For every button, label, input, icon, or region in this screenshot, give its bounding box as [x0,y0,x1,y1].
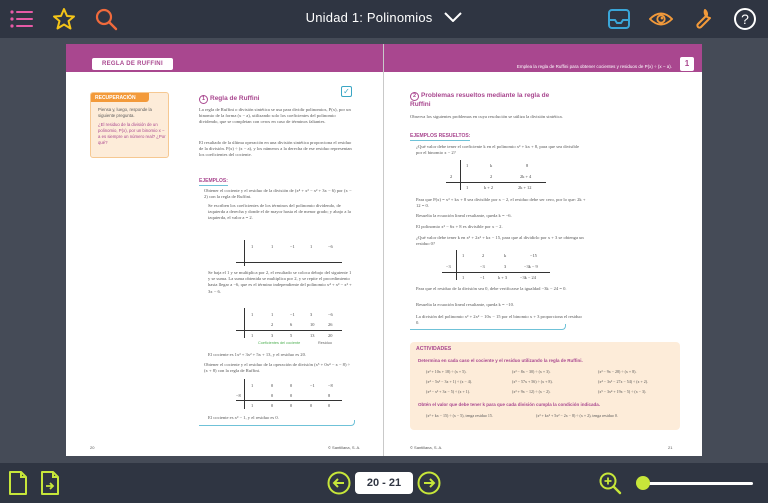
section-number: 1 [199,95,208,104]
recuperacion-prompt: Piensa y, luego, responde la siguiente pregunta. [98,107,152,118]
coef: 26 [328,322,333,327]
recuperacion-box [90,92,169,158]
coef: 1 [251,383,254,388]
example-2-result: El cociente es x³ − 1, y el residuo es 0. [208,415,279,420]
accent-line [199,420,355,426]
document-export-icon[interactable] [38,471,62,495]
coef: −3 [446,264,451,269]
coef: k + 3 [498,275,508,280]
coef: 2 [482,253,485,258]
activity-question-2: Obtén el valor que debe tener k para que cada división cumpla la condición indicada. [418,402,601,407]
coef: 2 [271,322,274,327]
divider-line [244,308,245,338]
section-number: 2 [410,92,419,101]
activity-item[interactable]: (x⁵ − 57x + 56) ÷ (x + 8). [512,379,553,384]
footer-copyright: © Santillana, S. A. [410,445,443,450]
activity-item[interactable]: (x³ + 9x − 12) ÷ (x − 2). [512,389,551,394]
coef: −1 [310,383,315,388]
coef: −8 [328,383,333,388]
book-viewer [0,38,768,463]
coef: 0 [290,403,293,408]
divider-line [460,160,461,190]
coef: 8 [328,393,331,398]
problem-1-step: El polinomio x³ − 6x + 8 es divisible por x − 2. [416,224,503,229]
coef: 2 [450,174,453,179]
activity-item[interactable]: (x³ + kx² + 5x² − 2x − 8) ÷ (x + 2), tenga residuo 0. [536,413,618,418]
help-icon[interactable] [733,7,757,31]
page-number: 21 [668,445,673,450]
coef: 1 [271,244,274,249]
divider-line [244,379,245,409]
example-1-explanation: Se baja el 1 y se multiplica por 2, el resultado se coloca debajo del siguiente 1 y se suma. La suma obtenida se multiplica por 2, y se repite el procedimiento hasta llegar a −6, que es el término independiente del polinomio x⁴ + x³ − x² + 3x − 6. [208,270,352,294]
coef: 1 [251,333,254,338]
coef: 1 [462,253,465,258]
examples-heading: EJEMPLOS RESUELTOS: [410,133,471,139]
recuperacion-heading: RECUPERACIÓN [91,93,149,102]
coef: 1 [310,244,313,249]
coef: 2k + 4 [520,174,532,179]
section-2-heading [410,92,570,108]
caption: Residuo [318,341,332,345]
problem-1-step: Para que P(x) = x³ + kx + 8 sea divisible por x − 2, el residuo debe ser cero, por lo que: 2k + 12 = 0. [416,197,586,209]
bottom-toolbar [0,463,768,503]
right-page [384,44,702,456]
footer-copyright: © Santillana, S. A. [328,445,361,450]
coef: −3 [480,264,485,269]
recuperacion-question: ¿El residuo de la división de un polinomio, P(x), por un binomio x − a es siempre un número real? ¿Por qué? [98,122,166,145]
coef: 1 [251,312,254,317]
coef: 0 [290,383,293,388]
tray-icon[interactable] [607,7,631,31]
paragraph: Observa los siguientes problemas en cuya resolución se utiliza la división sintética. [410,114,563,119]
recuperacion-text [98,107,166,146]
wrench-icon[interactable] [691,7,715,31]
help-glyph: ? [741,11,749,27]
problem-1-step: Resuelta la ecuación lineal resultante, queda k = −6. [416,213,512,218]
activity-item[interactable]: (x³ + kx − 15) ÷ (x − 5), tenga residuo 15. [426,413,493,418]
unit-title-text: Unidad 1: Polinomios [305,10,433,26]
coef: 1 [251,244,254,249]
paragraph: La regla de Ruffini o división sintética se usa para dividir polinomios, P(x), por un binomio de la forma (x − a), utilizando solo los coeficientes del polinomio dividendo, que se completan con ceros en caso de términos faltantes. [199,107,351,125]
coef: 1 [462,275,465,280]
page-indicator[interactable]: 20 - 21 [355,472,413,494]
coef: 0 [271,393,274,398]
coef: 1 [271,312,274,317]
activities-box [410,342,680,430]
activity-item[interactable]: (x³ − 8x − 30) ÷ (x + 3). [512,369,551,374]
coef: −8 [236,393,241,398]
coef: 13 [310,333,315,338]
section-tag: REGLA DE RUFFINI [92,58,173,70]
coef: 0 [271,403,274,408]
zoom-in-icon[interactable] [598,471,622,495]
example-1-step: Se escriben los coeficientes de los términos del polinomio dividendo, de izquierda a derecha y donde el de mayor hasta el de menor grado; y abajo a la izquierda, el valor a = 2. [208,203,351,221]
problem-2-text: ¿Qué valor debe tener k en x³ + 2x² + kx − 15, para que al dividirlo por x + 3 se obtenga un residuo 0? [416,235,584,247]
coef: −3k − 9 [524,264,538,269]
problem-1-text: ¿Qué valor debe tener el coeficiente k en el polinomio x³ + kx + 8, para que sea divisible por el binomio x − 2? [416,144,580,156]
divider-line [442,272,550,273]
problem-2-step: La división del polinomio x³ + 2x² − 10x − 15 por el binomio x + 3 proporciona el residuo 0. [416,314,582,326]
coef: −1 [290,244,295,249]
page-objective: Emplea la regla de Ruffini para obtener cocientes y residuos de P(x) ÷ (x − a). [516,64,672,69]
activity-item[interactable]: (x⁴ − 3x³ − 27x − 54) ÷ (x + 2). [598,379,649,384]
coef: 6 [290,322,293,327]
divider-line [236,262,342,263]
chevron-down-icon [444,10,462,25]
coef: 1 [251,403,254,408]
eye-icon[interactable] [649,7,673,31]
problem-2-step: Resuelta la ecuación lineal resultante, queda k = −10. [416,302,515,307]
coef: 8 [526,163,529,168]
coef: 5 [290,333,293,338]
example-1-text: Obtener el cociente y el residuo de la división de (x⁴ + x³ − x² + 3x − 6) por (x − 2) con la regla de Ruffini. [204,188,352,200]
coef: 2 [490,174,493,179]
coef: 10 [310,322,315,327]
section-1-heading [199,95,259,104]
left-page [66,44,383,456]
check-icon[interactable]: ✓ [341,86,352,97]
zoom-slider-handle[interactable] [636,476,650,490]
activity-item[interactable]: (x⁵ − 3x⁴ + 19x − 5) ÷ (x − 3). [598,389,647,394]
coef: 2k + 12 [518,185,532,190]
example-1-result: El cociente es 1x³ + 3x² + 5x + 13, y el residuo es 20. [208,352,307,357]
section-title: Problemas resueltos mediante la regla de Ruffini [410,92,550,108]
divider-line [236,400,342,401]
accent-line [410,324,566,330]
activities-heading: ACTIVIDADES [416,346,452,352]
coef: k [490,163,493,168]
activity-item[interactable]: (x² + 10x + 18) ÷ (x + 5). [426,369,467,374]
paragraph: El resultado de la última operación en una división sintética proporciona el residuo de la división. P(x) ÷ (x − a), y los números a la derecha de ese residuo representan los coeficientes del cociente. [199,140,352,158]
coef: 1 [466,163,469,168]
coef: 3 [271,333,274,338]
coef: 3 [310,312,313,317]
coef: −6 [328,244,333,249]
coef: 20 [328,333,333,338]
coef: 1 [466,185,469,190]
coef: −15 [530,253,537,258]
coef: 0 [271,383,274,388]
zoom-slider-track[interactable] [641,482,753,485]
examples-heading: EJEMPLOS: [199,178,228,184]
coef: 3 [504,264,507,269]
divider-line [456,250,457,280]
prev-icon[interactable] [327,471,351,495]
section-title: Regla de Ruffini [210,95,260,102]
coef: 0 [310,403,313,408]
coef: k + 2 [484,185,494,190]
activity-question-1: Determina en cada caso el cociente y el residuo utilizando la regla de Ruffini. [418,358,583,363]
coef: −1 [290,312,295,317]
divider-line [446,182,546,183]
page-number: 20 [90,445,95,450]
lesson-number: 1 [680,57,694,71]
coef: 0 [290,393,293,398]
document-icon[interactable] [6,471,30,495]
page-header-band [66,44,383,72]
coef: 0 [328,403,331,408]
activity-item[interactable]: (x⁴ − x³ + 3x − 5) ÷ (x + 1). [426,389,471,394]
activity-item[interactable]: (x⁴ − 5x³ − 3x + 1) ÷ (x − 4). [426,379,473,384]
page-header-band [384,44,702,72]
top-toolbar [0,0,768,38]
next-icon[interactable] [417,471,441,495]
coef: −3k − 24 [520,275,536,280]
example-2-text: Obtener el cociente y el residuo de la operación de división (x⁵ + 0x⁴ − x − 8) ÷ (x + 8) con la regla de Ruffini. [204,362,351,374]
caption: Coeficientes del cociente [258,341,301,345]
coef: −6 [328,312,333,317]
activity-item[interactable]: (x³ − 9x − 28) ÷ (x + 8). [598,369,637,374]
problem-2-step: Para que el residuo de la división sea 0, debe verificarse la igualdad −3k − 24 = 0. [416,286,567,291]
coef: k [504,253,507,258]
coef: −1 [480,275,485,280]
divider-line [236,330,342,331]
